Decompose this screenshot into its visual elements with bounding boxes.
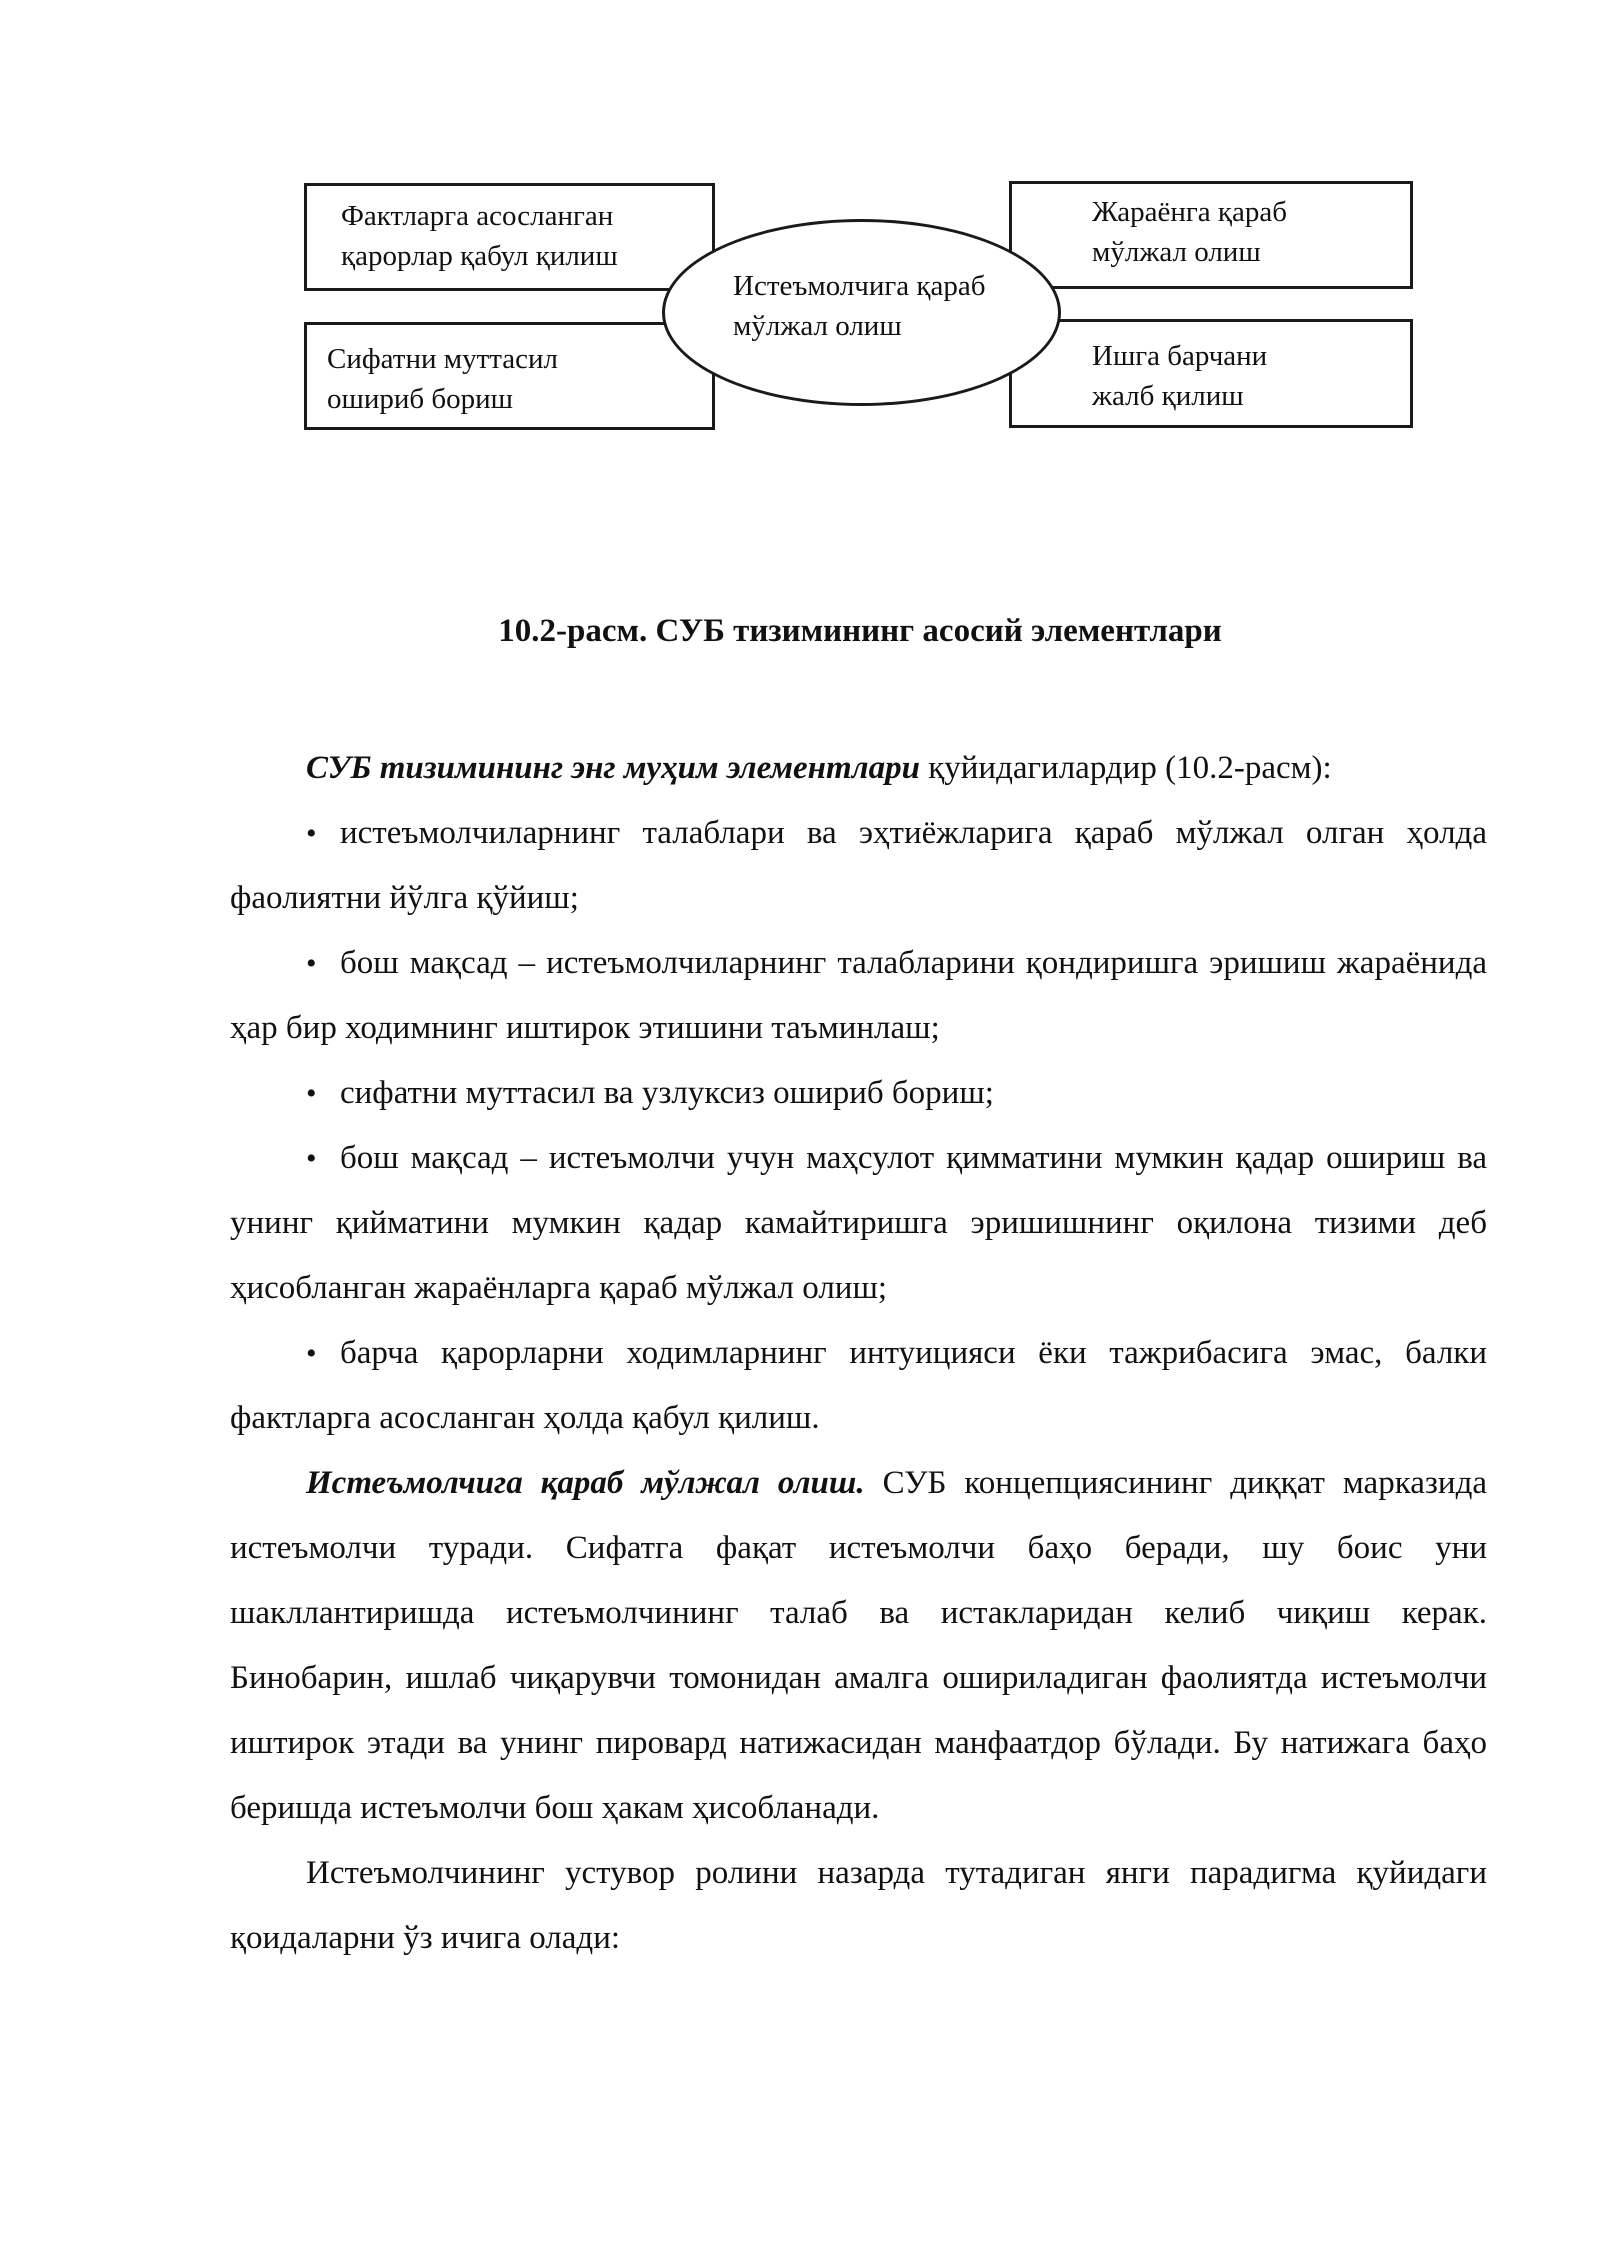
bullet-item: [230, 801, 1487, 931]
diagram-box-involve-everyone: [1009, 319, 1413, 428]
bullet-dot-icon: •: [306, 1077, 317, 1110]
diagram-box-fact-based-decisions: [304, 183, 715, 291]
box-line: Сифатни муттасил: [327, 343, 559, 375]
closing-paragraph: Истеъмолчининг устувор ролини назарда тутадиган янги парадигма қуйидаги қоидаларни ўз ичига олади:: [230, 1855, 1487, 1956]
bullet-item: [230, 1061, 1487, 1126]
intro-text: қуйидагилардир (10.2-расм):: [919, 750, 1332, 786]
section-text: СУБ концепциясининг диққат марказида истеъмолчи туради. Сифатга фақат истеъмолчи баҳо беради, шу боис уни шакллантиришда истеъмолчининг талаб ва истакларидан келиб чиқиш керак. Бинобарин, ишлаб чиқарувчи томонидан амалга ошириладиган фаолиятда истеъмолчи иштирок этади ва унинг пировард натижасидан манфаатдор бўлади. Бу натижага баҳо беришда истеъмолчи бош ҳакам ҳисобланади.: [230, 1465, 1488, 1826]
section-heading: Истеъмолчига қараб мўлжал олиш.: [306, 1465, 865, 1501]
box-line: жалб қилиш: [1092, 380, 1244, 412]
box-line: Жараёнга қараб: [1092, 196, 1287, 228]
ellipse-line: Истеъмолчига қараб: [733, 270, 986, 302]
document-body: [230, 736, 1487, 1971]
diagram-box-continuous-improvement: [304, 322, 715, 430]
bullet-dot-icon: •: [306, 1337, 317, 1370]
box-line: қарорлар қабул қилиш: [341, 240, 618, 272]
bullet-item: [230, 1126, 1487, 1321]
box-line: мўлжал олиш: [1092, 236, 1261, 268]
bullet-text: сифатни муттасил ва узлуксиз ошириб бориш;: [340, 1075, 994, 1111]
intro-emphasis: СУБ тизимининг энг муҳим элементлари: [306, 750, 920, 786]
bullet-dot-icon: •: [306, 817, 317, 850]
box-line: ошириб бориш: [327, 383, 513, 415]
bullet-dot-icon: •: [306, 1142, 317, 1175]
diagram-center-ellipse: [662, 219, 1061, 406]
bullet-item: [230, 931, 1487, 1061]
bullet-text: бош мақсад – истеъмолчиларнинг талабларини қондиришга эришиш жараёнида ҳар бир ходимнинг иштирок этишини таъминлаш;: [230, 945, 1487, 1046]
bullet-item: [230, 1321, 1487, 1451]
diagram-box-process-orientation: [1009, 181, 1413, 289]
box-line: Фактларга асосланган: [341, 200, 614, 232]
intro-paragraph: [230, 736, 1487, 801]
diagram: [0, 0, 1600, 460]
bullet-text: истеъмолчиларнинг талаблари ва эҳтиёжларига қараб мўлжал олган ҳолда фаолиятни йўлга қўйиш;: [230, 815, 1487, 916]
ellipse-line: мўлжал олиш: [733, 310, 902, 342]
figure-caption: 10.2-расм. СУБ тизимининг асосий элементлари: [498, 613, 1222, 649]
bullet-text: барча қарорларни ходимларнинг интуицияси ёки тажрибасига эмас, балки фактларга асосланган ҳолда қабул қилиш.: [230, 1335, 1487, 1436]
section-paragraph: [230, 1451, 1487, 1841]
box-line: Ишга барчани: [1092, 340, 1268, 372]
bullet-text: бош мақсад – истеъмолчи учун маҳсулот қимматини мумкин қадар ошириш ва унинг қийматини мумкин қадар камайтиришга эришишнинг оқилона тизими деб ҳисобланган жараёнларга қараб мўлжал олиш;: [230, 1140, 1487, 1306]
bullet-dot-icon: •: [306, 947, 317, 980]
